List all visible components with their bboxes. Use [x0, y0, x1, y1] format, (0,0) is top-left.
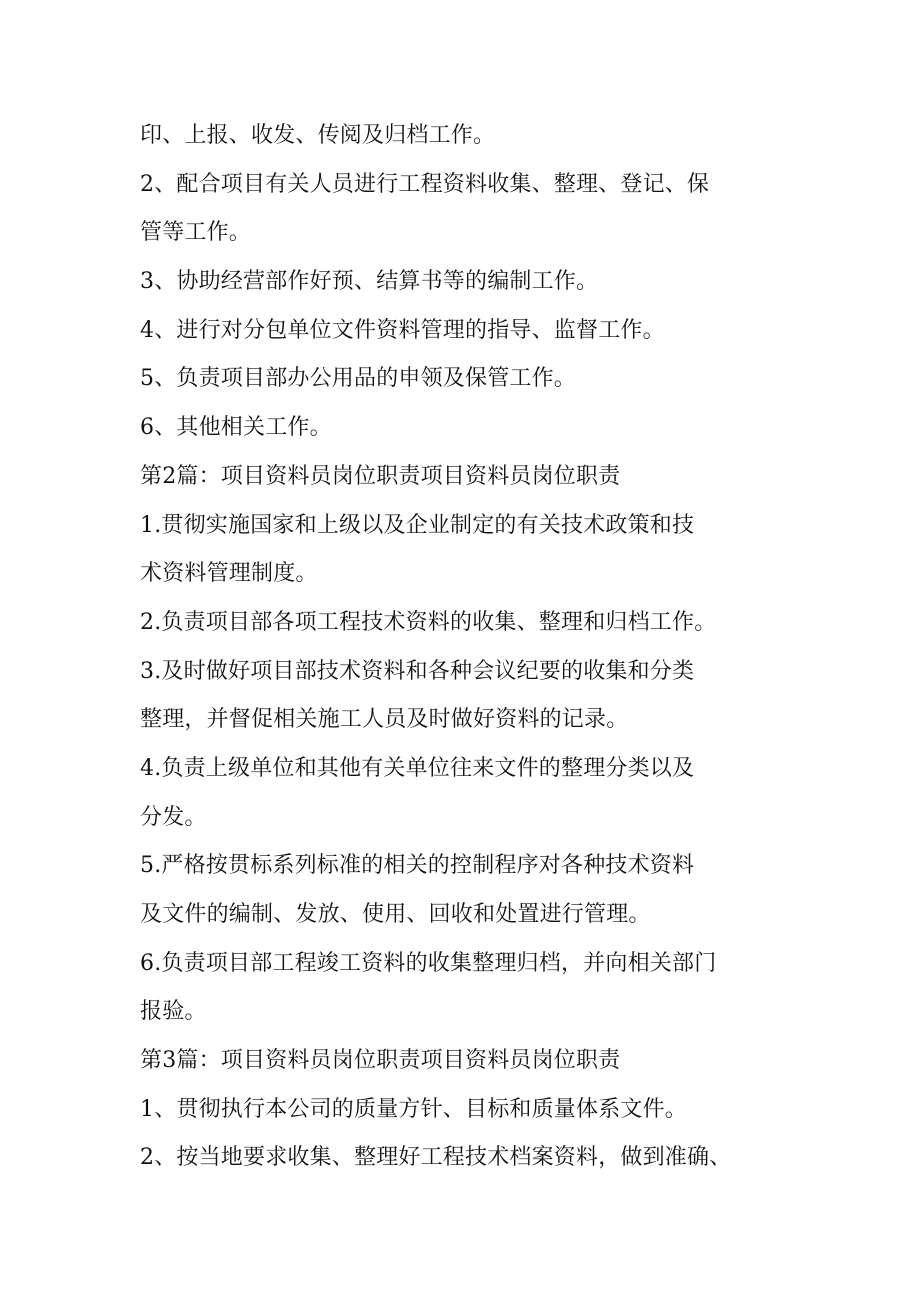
text-line: 1、贯彻执行本公司的质量方针、目标和质量体系文件。 — [140, 1096, 687, 1122]
text-line: 6.负责项目部工程竣工资料的收集整理归档，并向相关部门 — [140, 950, 717, 976]
text-line: 2.负责项目部各项工程技术资料的收集、整理和归档工作。 — [140, 609, 717, 635]
section-heading: 第2篇：项目资料员岗位职责项目资料员岗位职责 — [140, 463, 621, 489]
text-line: 印、上报、收发、传阅及归档工作。 — [140, 123, 496, 148]
text-line: 2、配合项目有关人员进行工程资料收集、整理、登记、保 — [140, 171, 710, 197]
text-line: 5.严格按贯标系列标准的相关的控制程序对各种技术资料 — [140, 853, 695, 879]
document-body — [140, 112, 800, 1183]
text-line: 分发。 — [140, 804, 207, 830]
text-line: 3、协助经营部作好预、结算书等的编制工作。 — [140, 269, 599, 295]
text-line: 3.及时做好项目部技术资料和各种会议纪要的收集和分类 — [140, 658, 695, 684]
text-line: 6、其他相关工作。 — [140, 415, 332, 441]
text-line: 整理，并督促相关施工人员及时做好资料的记录。 — [140, 707, 629, 733]
text-line: 报验。 — [140, 999, 207, 1025]
text-line: 1.贯彻实施国家和上级以及企业制定的有关技术政策和技 — [140, 512, 695, 538]
section-heading: 第3篇：项目资料员岗位职责项目资料员岗位职责 — [140, 1048, 621, 1074]
text-line: 5、负责项目部办公用品的申领及保管工作。 — [140, 366, 576, 392]
text-line: 2、按当地要求收集、整理好工程技术档案资料，做到准确、 — [140, 1145, 732, 1171]
text-line: 及文件的编制、发放、使用、回收和处置进行管理。 — [140, 902, 651, 927]
text-line: 术资料管理制度。 — [140, 561, 318, 587]
text-line: 管等工作。 — [140, 220, 252, 246]
text-line: 4.负责上级单位和其他有关单位往来文件的整理分类以及 — [140, 755, 695, 781]
text-line: 4、进行对分包单位文件资料管理的指导、监督工作。 — [140, 317, 665, 343]
